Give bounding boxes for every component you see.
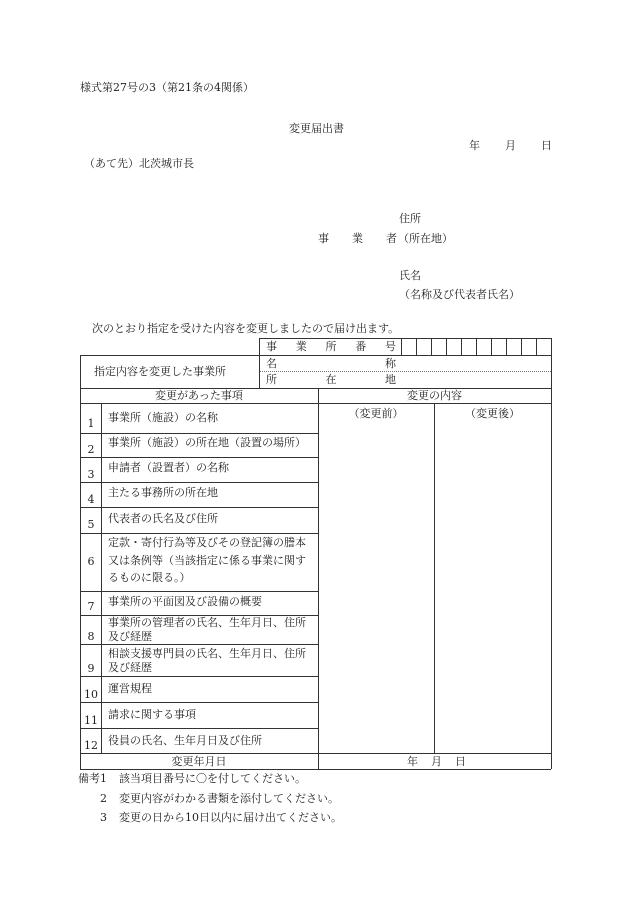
table-line [80, 702, 318, 703]
addressee: （あて先）北茨城市長 [84, 157, 194, 170]
table-line [434, 403, 435, 753]
office-location-label [266, 373, 396, 386]
office-number-char-2: 業 [295, 340, 307, 353]
item-number: 4 [87, 493, 95, 506]
table-line [80, 769, 551, 770]
table-line [259, 371, 551, 372]
table-line [551, 338, 552, 769]
item-label: 事業所の管理者の氏名、生年月日、住所 [108, 616, 306, 629]
item-number: 3 [87, 468, 95, 481]
change-date-month: 月 [431, 755, 442, 768]
office-location-char-2: 在 [325, 373, 337, 386]
item-label: 申請者（設置者）の名称 [108, 461, 229, 474]
note-text: 該当項目番号に〇を付してください。 [119, 772, 306, 785]
office-number-char-5: 号 [385, 340, 396, 353]
table-line [80, 591, 318, 592]
table-line [80, 433, 318, 434]
office-name-label [266, 357, 396, 370]
item-number: 1 [87, 417, 95, 430]
item-label: 代表者の氏名及び住所 [108, 512, 218, 525]
note-text: 変更の日から10日以内に届け出てください。 [119, 811, 342, 824]
table-line [491, 338, 492, 355]
table-line [521, 338, 522, 355]
item-label: 事業所の平面図及び設備の概要 [108, 595, 262, 608]
item-label: 役員の氏名、生年月日及び住所 [108, 734, 262, 747]
before-header: （変更前） [348, 407, 404, 420]
item-label: 事業所（施設）の名称 [108, 411, 218, 424]
office-location-char-3: 地 [385, 373, 396, 386]
table-line [80, 533, 318, 534]
change-date-label: 変更年月日 [171, 755, 227, 768]
after-header: （変更後） [465, 407, 520, 420]
item-label: 請求に関する事項 [108, 708, 196, 721]
item-number: 5 [87, 518, 95, 531]
item-label: 又は条例等（当該指定に係る事業に関す [108, 554, 306, 567]
table-line [506, 338, 507, 355]
table-line [80, 728, 318, 729]
note-prefix: 備考1 [78, 772, 107, 785]
item-label: 定款・寄付行為等及びその登記簿の謄本 [108, 536, 306, 549]
table-line [101, 403, 102, 753]
document-title: 変更届出書 [289, 122, 344, 135]
applicant-name-sub-label: （名称及び代表者氏名） [399, 288, 520, 301]
applicant-location-label: （所在地） [398, 232, 453, 245]
item-label: るものに限る。） [108, 571, 191, 584]
date-day-label: 日 [541, 139, 552, 152]
item-number: 12 [84, 739, 98, 752]
office-name-char-2: 称 [385, 357, 396, 370]
note-prefix: 3 [100, 811, 107, 824]
office-location-char-1: 所 [266, 373, 277, 386]
changed-items-header: 変更があった事項 [155, 389, 243, 402]
item-number: 8 [87, 630, 95, 643]
table-line [401, 338, 402, 355]
operator-char-1: 事 [318, 232, 329, 245]
item-number: 9 [87, 662, 95, 675]
designated-office-label: 指定内容を変更した事業所 [94, 365, 226, 378]
office-number-char-3: 所 [325, 340, 337, 353]
date-year-label: 年 [469, 139, 480, 152]
intro-text: 次のとおり指定を受けた内容を変更しましたので届け出ます。 [92, 322, 400, 335]
table-line [536, 338, 537, 355]
table-line [80, 507, 318, 508]
item-number: 10 [84, 688, 98, 701]
form-number: 様式第27号の3（第21条の4関係） [80, 81, 254, 94]
operator-char-2: 業 [352, 232, 363, 245]
operator-char-3: 者 [386, 232, 397, 245]
applicant-name-label: 氏名 [399, 269, 421, 282]
applicant-address-label: 住所 [399, 212, 421, 225]
table-line [80, 644, 318, 645]
office-name-char-1: 名 [266, 357, 277, 370]
change-date-day: 日 [455, 755, 466, 768]
table-line [461, 338, 462, 355]
item-number: 2 [87, 443, 95, 456]
table-line [80, 482, 318, 483]
change-date-year: 年 [407, 755, 418, 768]
table-line [318, 388, 319, 769]
table-line [80, 388, 551, 389]
table-line [259, 338, 260, 388]
item-number: 7 [87, 600, 95, 613]
table-line [80, 457, 318, 458]
change-content-header: 変更の内容 [407, 389, 462, 402]
table-line [446, 338, 447, 355]
item-label: 及び経歴 [108, 630, 152, 643]
office-number-label [266, 340, 396, 353]
item-label: 運営規程 [108, 682, 152, 695]
table-line [476, 338, 477, 355]
item-number: 11 [84, 714, 98, 727]
table-line [80, 753, 551, 754]
office-number-char-1: 事 [266, 340, 277, 353]
date-month-label: 月 [505, 139, 516, 152]
table-line [80, 403, 551, 404]
table-line [431, 338, 432, 355]
note-prefix: 2 [100, 792, 107, 805]
note-text: 変更内容がわかる書類を添付してください。 [119, 792, 339, 805]
item-number: 6 [87, 555, 95, 568]
table-line [80, 355, 551, 356]
item-label: 事業所（施設）の所在地（設置の場所） [108, 436, 306, 449]
table-line [80, 676, 318, 677]
item-label: 相談支援専門員の氏名、生年月日、住所 [108, 647, 306, 660]
table-line [416, 338, 417, 355]
item-label: 主たる事務所の所在地 [108, 486, 218, 499]
table-line [259, 338, 551, 339]
item-label: 及び経歴 [108, 661, 152, 674]
office-number-char-4: 番 [355, 340, 367, 353]
